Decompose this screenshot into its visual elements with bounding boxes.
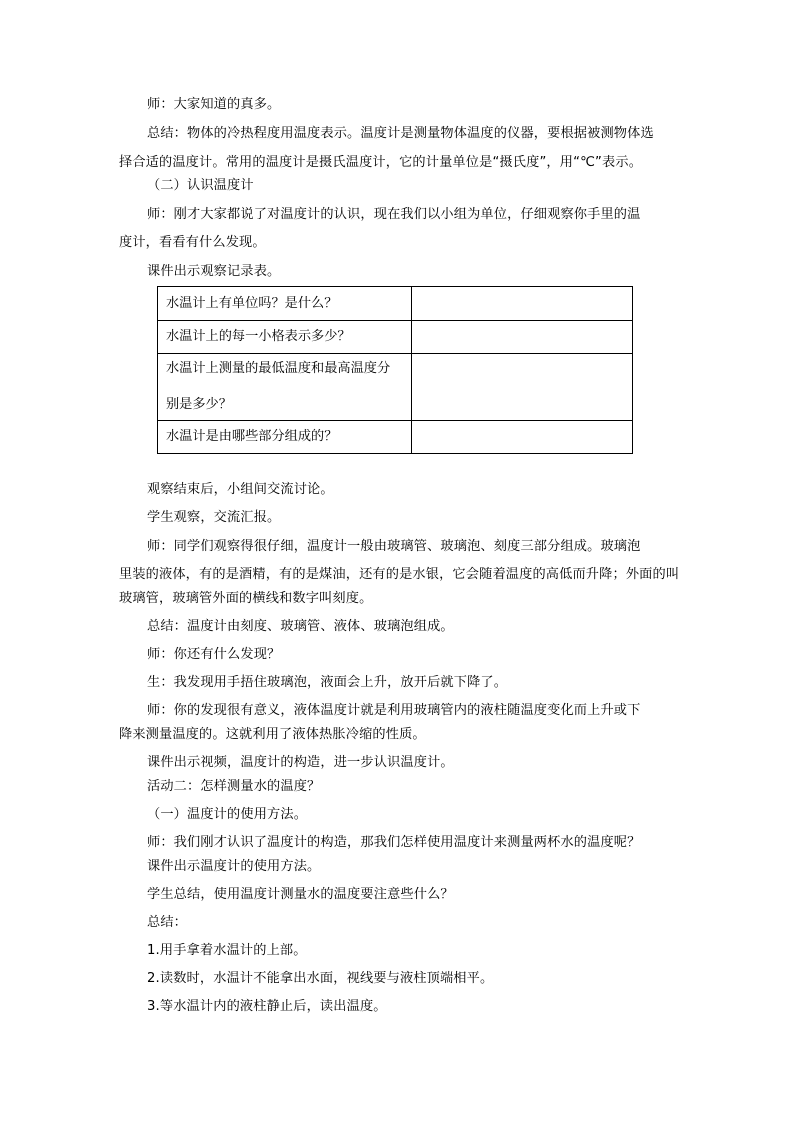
paragraph-student-report: 学生观察，交流汇报。 bbox=[147, 510, 281, 525]
paragraph-show-usage: 课件出示温度计的使用方法。 bbox=[147, 859, 321, 874]
table-cell-question: 水温计上有单位吗？是什么？ bbox=[158, 287, 412, 321]
activity-two-heading: 活动二：怎样测量水的温度？ bbox=[147, 779, 321, 794]
paragraph-teacher-explain-line3: 玻璃管，玻璃管外面的横线和数字叫刻度。 bbox=[119, 591, 373, 606]
paragraph-teacher-question: 师：你还有什么发现？ bbox=[147, 647, 281, 662]
table-cell-answer bbox=[412, 421, 633, 454]
paragraph-teacher-instruction-line1: 师：刚才大家都说了对温度计的认识，现在我们以小组为单位，仔细观察你手里的温 bbox=[147, 207, 641, 222]
paragraph-summary-components: 总结：温度计由刻度、玻璃管、液体、玻璃泡组成。 bbox=[147, 619, 454, 634]
table-cell-answer bbox=[412, 321, 633, 354]
paragraph-summary-line2: 择合适的温度计。常用的温度计是摄氏温度计，它的计量单位是“摄氏度”，用“℃”表示。 bbox=[119, 155, 643, 170]
paragraph-teacher-praise: 师：大家知道的真多。 bbox=[147, 97, 281, 112]
paragraph-teacher-meaning-line2: 降来测量温度的。这就利用了液体热胀冷缩的性质。 bbox=[119, 727, 426, 742]
table-cell-question-line2: 别是多少？ bbox=[166, 397, 232, 412]
table-cell-question-line1: 水温计上测量的最低温度和最高温度分 bbox=[166, 361, 391, 376]
list-item: 3.等水温计内的液柱静止后，读出温度。 bbox=[147, 999, 387, 1014]
paragraph-summary-line1: 总结：物体的冷热程度用温度表示。温度计是测量物体温度的仪器，要根据被测物体选 bbox=[147, 126, 654, 141]
table-cell-question bbox=[158, 354, 412, 421]
paragraph-after-observation: 观察结束后，小组间交流讨论。 bbox=[147, 482, 334, 497]
list-item: 1.用手拿着水温计的上部。 bbox=[147, 943, 307, 958]
paragraph-teacher-usage-question: 师：我们刚才认识了温度计的构造，那我们怎样使用温度计来测量两杯水的温度呢？ bbox=[147, 835, 641, 850]
table-row bbox=[158, 321, 633, 354]
paragraph-student-finding: 生：我发现用手捂住玻璃泡，液面会上升，放开后就下降了。 bbox=[147, 675, 508, 690]
paragraph-teacher-explain-line2: 里装的液体，有的是酒精，有的是煤油，还有的是水银，它会随着温度的高低而升降；外面的叫 bbox=[119, 567, 680, 582]
paragraph-student-summary: 学生总结，使用温度计测量水的温度要注意些什么？ bbox=[147, 887, 454, 902]
table-row bbox=[158, 354, 633, 421]
table-cell-question: 水温计上的每一小格表示多少？ bbox=[158, 321, 412, 354]
paragraph-teacher-instruction-line2: 度计，看看有什么发现。 bbox=[119, 235, 266, 250]
paragraph-teacher-explain-line1: 师：同学们观察得很仔细，温度计一般由玻璃管、玻璃泡、刻度三部分组成。玻璃泡 bbox=[147, 539, 641, 554]
observation-record-table bbox=[157, 286, 633, 454]
section-heading-usage: （一）温度计的使用方法。 bbox=[147, 807, 308, 822]
paragraph-teacher-meaning-line1: 师：你的发现很有意义，液体温度计就是利用玻璃管内的液柱随温度变化而上升或下 bbox=[147, 703, 641, 718]
paragraph-show-table: 课件出示观察记录表。 bbox=[147, 264, 281, 279]
list-item: 2.读数时，水温计不能拿出水面，视线要与液柱顶端相平。 bbox=[147, 971, 494, 986]
table-row bbox=[158, 287, 633, 321]
table-cell-question: 水温计是由哪些部分组成的？ bbox=[158, 421, 412, 454]
table-cell-answer bbox=[412, 287, 633, 321]
paragraph-summary-label: 总结： bbox=[147, 915, 188, 930]
paragraph-show-video: 课件出示视频，温度计的构造，进一步认识温度计。 bbox=[147, 755, 454, 770]
table-cell-answer bbox=[412, 354, 633, 421]
section-heading-know-thermometer: （二）认识温度计 bbox=[147, 178, 254, 193]
table-row bbox=[158, 421, 633, 454]
